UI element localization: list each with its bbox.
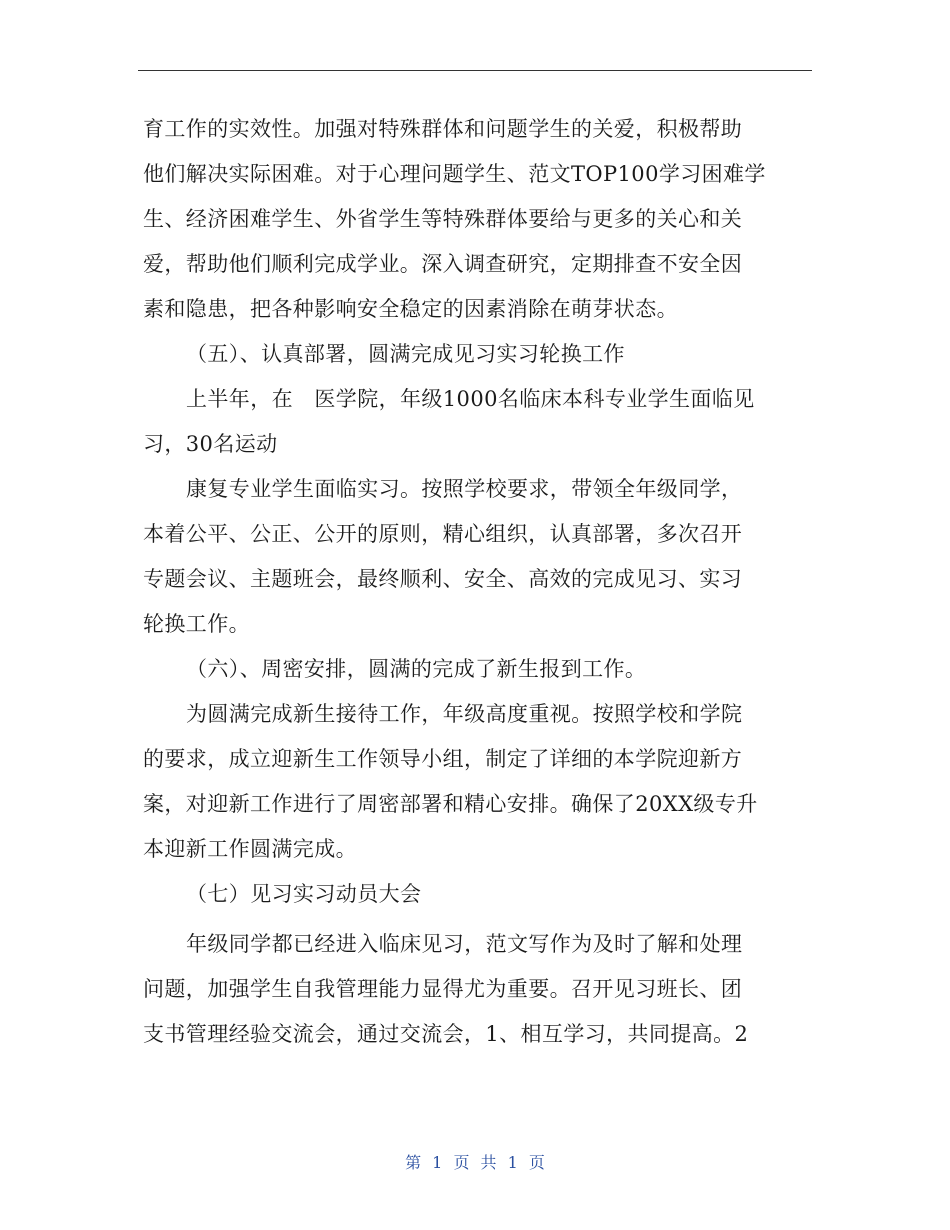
- body-line: 生、经济困难学生、外省学生等特殊群体要给与更多的关心和关: [143, 207, 743, 231]
- body-line: 轮换工作。: [143, 612, 250, 636]
- body-line: 他们解决实际困难。对于心理问题学生、范文TOP100学习困难学: [143, 162, 766, 186]
- body-line: 专题会议、主题班会，最终顺利、安全、高效的完成见习、实习: [143, 567, 743, 591]
- body-line: 案，对迎新工作进行了周密部署和精心安排。确保了20XX级专升: [143, 792, 758, 816]
- body-line: 问题，加强学生自我管理能力显得尤为重要。召开见习班长、团: [143, 977, 743, 1001]
- body-line: 为圆满完成新生接待工作，年级高度重视。按照学校和学院: [186, 702, 743, 726]
- body-line: 爱，帮助他们顺利完成学业。深入调查研究，定期排查不安全因: [143, 252, 743, 276]
- section-heading: （六）、周密安排，圆满的完成了新生报到工作。: [186, 657, 647, 681]
- body-line: 本迎新工作圆满完成。: [143, 837, 357, 861]
- page-footer: 第 1 页 共 1 页: [405, 1153, 545, 1172]
- body-line: 支书管理经验交流会，通过交流会，1、相互学习，共同提高。2: [143, 1022, 749, 1046]
- section-heading: （五）、认真部署，圆满完成见习实习轮换工作: [186, 342, 625, 366]
- body-line: 本着公平、公正、公开的原则，精心组织，认真部署，多次召开: [143, 522, 743, 546]
- body-line: 康复专业学生面临实习。按照学校要求，带领全年级同学，: [186, 477, 743, 501]
- body-line: 的要求，成立迎新生工作领导小组，制定了详细的本学院迎新方: [143, 747, 743, 771]
- body-line: 上半年，在 医学院，年级1000名临床本科专业学生面临见: [186, 387, 755, 411]
- body-line: 年级同学都已经进入临床见习，范文写作为及时了解和处理: [186, 932, 743, 956]
- section-heading: （七）见习实习动员大会: [186, 882, 422, 906]
- body-line: 素和隐患，把各种影响安全稳定的因素消除在萌芽状态。: [143, 297, 678, 321]
- body-line: 习，30名运动: [143, 432, 278, 456]
- body-line: 育工作的实效性。加强对特殊群体和问题学生的关爱，积极帮助: [143, 117, 743, 141]
- header-rule: [138, 70, 812, 71]
